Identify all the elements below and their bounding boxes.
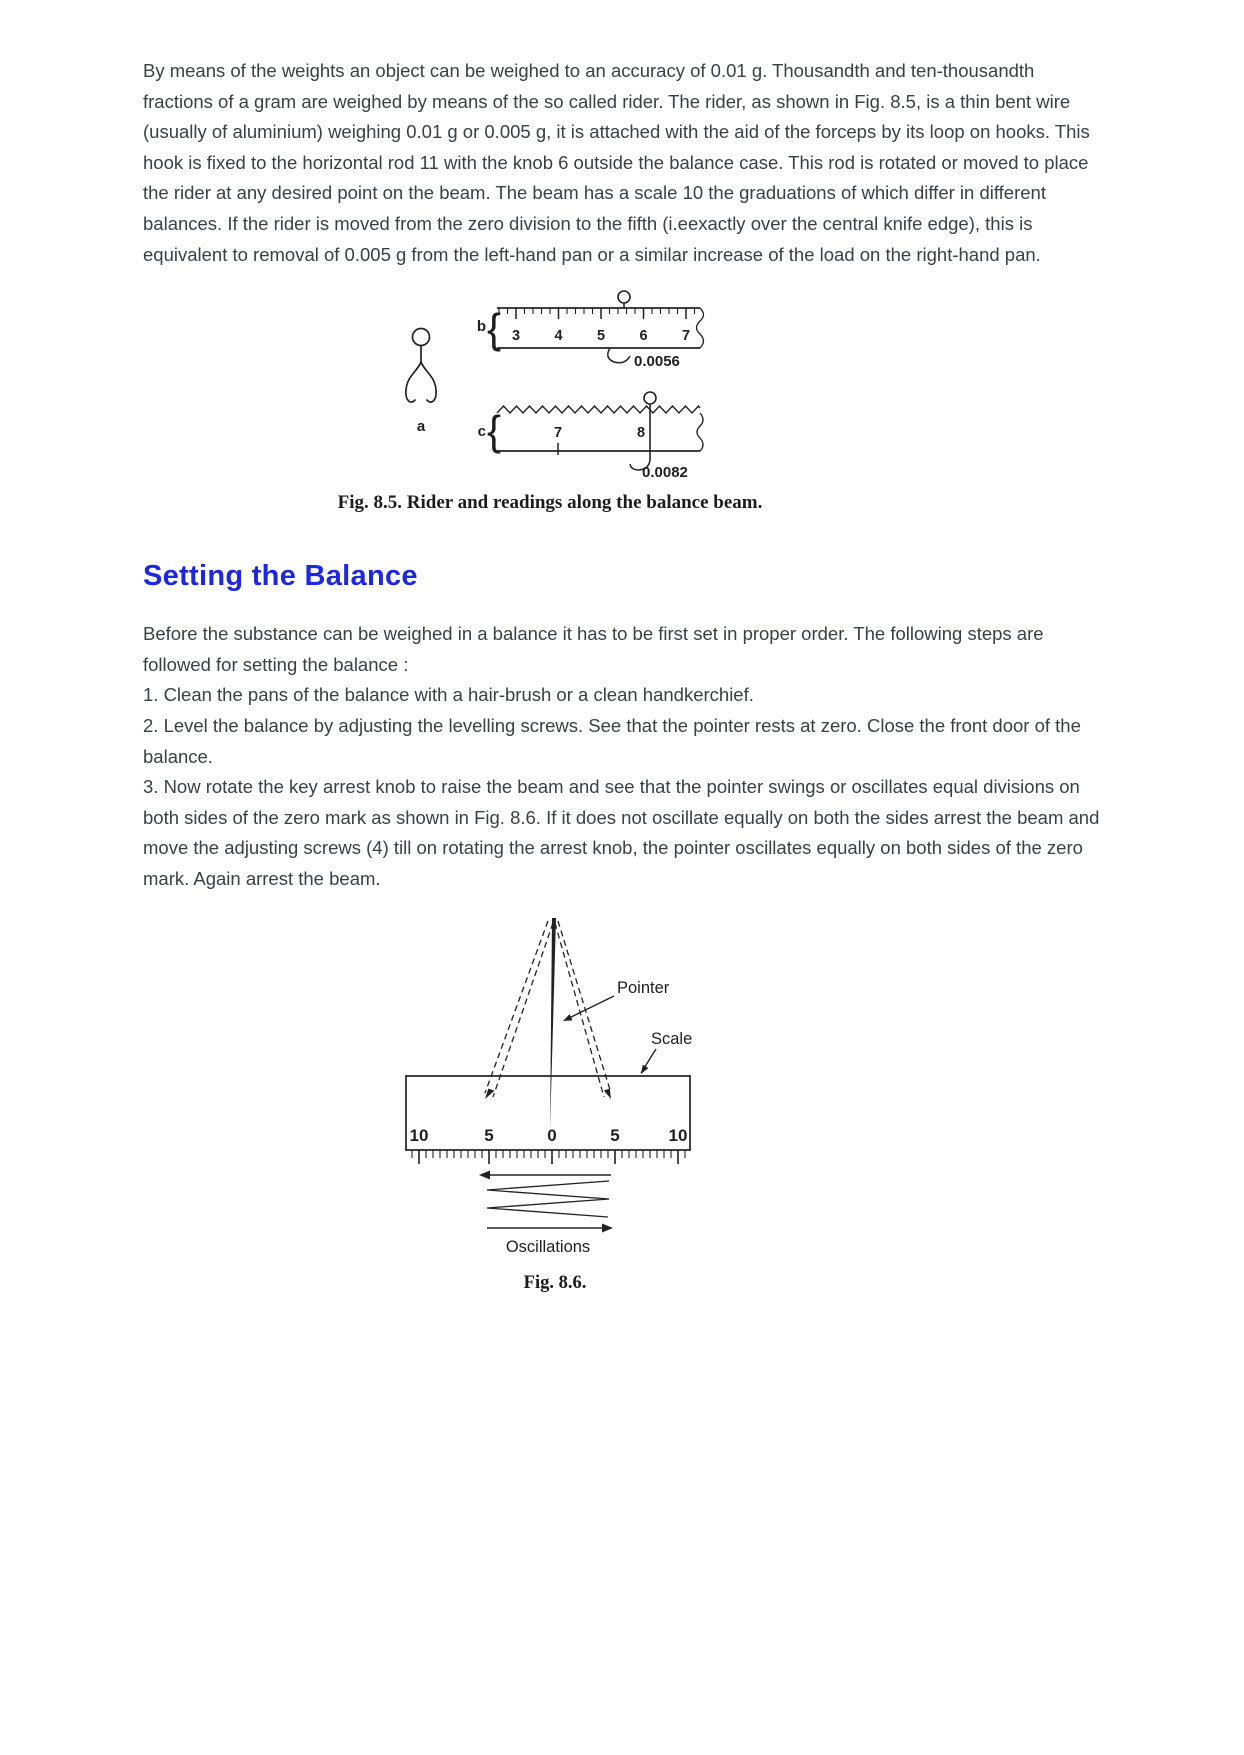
- setting-step-2: 2. Level the balance by adjusting the levelling screws. See that the pointer rests at zero. Close the front door of the balance.: [143, 714, 1081, 767]
- scale-number: 5: [610, 1125, 620, 1145]
- callout-arrows: [563, 996, 656, 1074]
- scale-c-reading: 0.0082: [642, 464, 688, 482]
- scale-c-drawing: [497, 392, 703, 470]
- figure-8-6: [395, 913, 715, 1294]
- scale-c-brace: {: [487, 407, 502, 455]
- scale-b-number: 5: [596, 328, 606, 345]
- scale-plate-drawing: [406, 1076, 690, 1164]
- scale-b-number: 4: [554, 328, 563, 345]
- scale-b-number: 6: [639, 328, 648, 345]
- scale-label: Scale: [651, 1029, 693, 1048]
- scale-b-number: 7: [681, 328, 691, 345]
- setting-intro-paragraph: Before the substance can be weighed in a balance it has to be first set in proper order. The following steps are followed for setting the balance :: [143, 623, 1044, 675]
- rider-label-a: a: [416, 418, 426, 436]
- section-heading: Setting the Balance: [143, 560, 418, 593]
- scale-c-label: c: [477, 423, 486, 441]
- rider-drawing: [406, 329, 436, 403]
- scale-number: 10: [409, 1125, 429, 1145]
- oscillations-label: Oscillations: [505, 1237, 591, 1256]
- scale-b-brace: {: [487, 305, 502, 353]
- scale-b-reading: 0.0056: [634, 353, 680, 371]
- figure-8-5: [290, 284, 810, 514]
- figure-8-6-caption: Fig. 8.6.: [523, 1272, 587, 1293]
- figure-8-6-image: [395, 913, 715, 1263]
- pointer-drawing: [485, 918, 611, 1131]
- setting-step-3: 3. Now rotate the key arrest knob to raise the beam and see that the pointer swings or oscillates equal divisions on both sides of the zero mark as shown in Fig. 8.6. If it does not oscillate equally on both the sides arrest the beam and move the adjusting screws (4) till on rotating the arrest knob, the pointer oscillates equally on both sides of the zero mark. Again arrest the beam.: [143, 776, 1100, 889]
- scale-number: 0: [547, 1125, 557, 1145]
- scale-number: 5: [484, 1125, 494, 1145]
- scale-c-number: 7: [553, 425, 563, 442]
- figure-8-5-image: [290, 284, 810, 484]
- pointer-label: Pointer: [617, 978, 670, 997]
- figure-8-5-caption: Fig. 8.5. Rider and readings along the balance beam.: [337, 492, 763, 514]
- intro-paragraph: By means of the weights an object can be weighed to an accuracy of 0.01 g. Thousandth and ten-thousandth fractions of a gram are weighed by means of the so called rider. The rider, as shown in Fig. 8.5, is a thin bent wire (usually of aluminium) weighing 0.01 g or 0.005 g, it is attached with the aid of the forceps by its loop on hooks. This hook is fixed to the horizontal rod 11 with the knob 6 outside the balance case. This rod is rotated or moved to place the rider at any desired point on the beam. The beam has a scale 10 the graduations of which differ in different balances. If the rider is moved from the zero division to the fifth (i.eexactly over the central knife edge), this is equivalent to removal of 0.005 g from the left-hand pan or a similar increase of the load on the right-hand pan.: [143, 60, 1090, 265]
- figure-8-5-labels: [417, 305, 690, 481]
- scale-c-number: 8: [636, 425, 646, 442]
- scale-number: 10: [668, 1125, 688, 1145]
- scale-b-drawing: [497, 291, 704, 363]
- scale-b-number: 3: [511, 328, 521, 345]
- scale-b-label: b: [476, 318, 486, 336]
- setting-step-1: 1. Clean the pans of the balance with a hair-brush or a clean handkerchief.: [143, 684, 754, 706]
- figure-8-6-labels: [410, 979, 693, 1256]
- oscillation-drawing: [479, 1170, 613, 1232]
